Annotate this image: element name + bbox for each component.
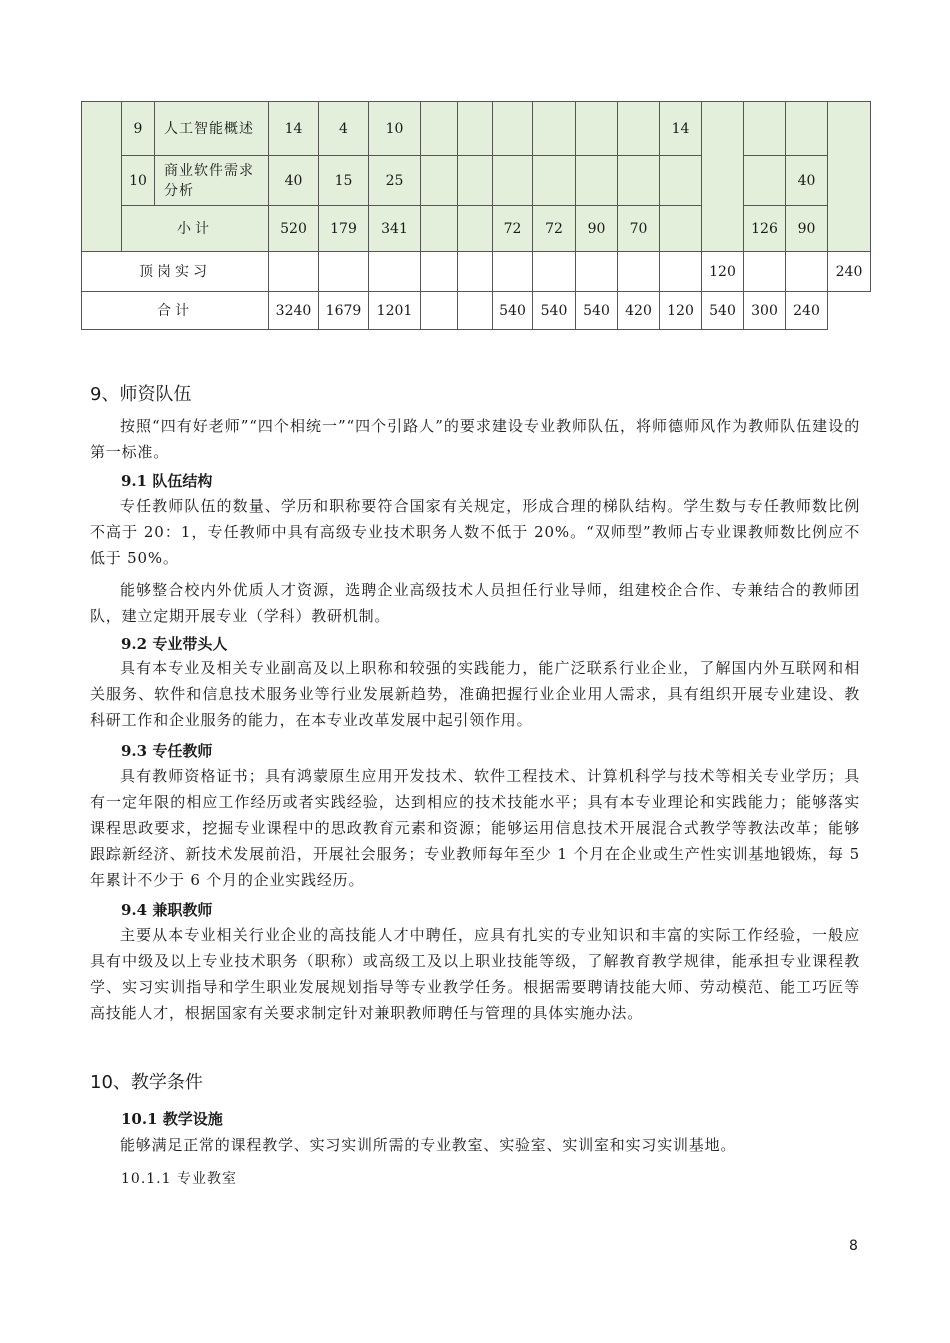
cell: 540 <box>576 292 618 330</box>
cell: 72 <box>493 206 533 252</box>
cell <box>702 102 744 252</box>
category-cell <box>82 102 122 252</box>
theory-hours: 15 <box>319 156 369 206</box>
total-hours: 14 <box>269 102 319 156</box>
cell <box>421 156 458 206</box>
total-row <box>82 292 871 330</box>
cell <box>269 252 319 292</box>
cell <box>493 252 533 292</box>
cell <box>458 252 493 292</box>
cell <box>786 102 828 156</box>
cell <box>618 252 660 292</box>
cell <box>493 102 533 156</box>
cell: 540 <box>533 292 576 330</box>
cell <box>458 156 493 206</box>
cell <box>421 292 458 330</box>
cell <box>744 102 786 156</box>
cell <box>493 156 533 206</box>
cell: 90 <box>576 206 618 252</box>
subsection-heading: 10.1 教学设施 <box>121 1110 223 1128</box>
total-hours: 520 <box>269 206 319 252</box>
cell: 300 <box>744 292 786 330</box>
cell: 126 <box>744 206 786 252</box>
cell: 14 <box>660 102 702 156</box>
paragraph: 主要从本专业相关行业企业的高技能人才中聘任，应具有扎实的专业知识和丰富的实际工作经验，一般应具有中级及以上专业技术职务（职称）或高级工及以上职业技能等级，了解教育教学规律，能承担专业课程教学、实习实训指导和学生职业发展规划指导等专业教学任务。根据需要聘请技能大师、劳动模范、能工巧匠等高技能人才，根据国家有关要求制定针对兼职教师聘任与管理的具体实施办法。 <box>90 926 860 1022</box>
section-heading-10: 10、教学条件 <box>90 1072 203 1093</box>
practice-hours: 341 <box>369 206 421 252</box>
table-row <box>82 156 871 206</box>
cell <box>533 156 576 206</box>
cell: 240 <box>828 252 871 292</box>
cell: 120 <box>660 292 702 330</box>
cell <box>458 292 493 330</box>
total-hours: 40 <box>269 156 319 206</box>
cell <box>533 252 576 292</box>
paragraph: 具有教师资格证书；具有鸿蒙原生应用开发技术、软件工程技术、计算机科学与技术等相关专业学历；具有一定年限的相应工作经历或者实践经验，达到相应的技术技能水平；具有本专业理论和实践能力；能够落实课程思政要求，挖掘专业课程中的思政教育元素和资源；能够运用信息技术开展混合式教学等教法改革；能够跟踪新经济、新技术发展前沿，开展社会服务；专业教师每年至少 1 个月在企业或生产性实训基地锻炼，每 5 年累计不少于 6 个月的企业实践经历。 <box>90 767 860 889</box>
paragraph: 专任教师队伍的数量、学历和职称要符合国家有关规定，形成合理的梯队结构。学生数与专任教师数比例不高于 20：1，专任教师中具有高级专业技术职务人数不低于 20%。“双师型”教师占专业课教师数比例应不低于 50%。 <box>90 497 860 567</box>
paragraph: 能够整合校内外优质人才资源，选聘企业高级技术人员担任行业导师，组建校企合作、专兼结合的教师团队，建立定期开展专业（学科）教研机制。 <box>90 581 860 625</box>
total-label: 合计 <box>82 292 269 330</box>
subsection-heading: 9.4 兼职教师 <box>121 901 213 919</box>
cell <box>744 156 786 206</box>
cell: 120 <box>702 252 744 292</box>
subtotal-label: 小计 <box>122 206 269 252</box>
cell <box>576 102 618 156</box>
cell <box>786 252 828 292</box>
cell <box>421 102 458 156</box>
subsection-heading: 9.2 专业带头人 <box>121 635 228 653</box>
course-no: 9 <box>122 102 155 156</box>
cell <box>533 102 576 156</box>
subsection-heading: 9.1 队伍结构 <box>121 472 213 490</box>
cell: 540 <box>702 292 744 330</box>
cell: 72 <box>533 206 576 252</box>
cell <box>369 252 421 292</box>
cell: 40 <box>786 156 828 206</box>
cell <box>319 252 369 292</box>
theory-hours: 1679 <box>319 292 369 330</box>
practice-hours: 10 <box>369 102 421 156</box>
cell <box>576 156 618 206</box>
course-name: 商业软件需求分析 <box>155 156 269 206</box>
internship-row <box>82 252 871 292</box>
cell <box>458 102 493 156</box>
cell <box>660 206 702 252</box>
table-row <box>82 102 871 156</box>
theory-hours: 4 <box>319 102 369 156</box>
theory-hours: 179 <box>319 206 369 252</box>
cell <box>576 252 618 292</box>
subsubsection-heading: 10.1.1 专业教室 <box>121 1171 237 1187</box>
cell <box>744 252 786 292</box>
total-hours: 3240 <box>269 292 319 330</box>
cell <box>458 206 493 252</box>
page-number: 8 <box>849 1238 858 1254</box>
cell <box>618 102 660 156</box>
paragraph: 按照“四有好老师”“四个相统一”“四个引路人”的要求建设专业教师队伍，将师德师风作为教师队伍建设的第一标准。 <box>90 417 860 461</box>
cell <box>618 156 660 206</box>
course-name: 人工智能概述 <box>155 102 269 156</box>
cell <box>421 206 458 252</box>
paragraph: 能够满足正常的课程教学、实习实训所需的专业教室、实验室、实训室和实习实训基地。 <box>120 1136 737 1154</box>
cell: 70 <box>618 206 660 252</box>
cell: 90 <box>786 206 828 252</box>
cell <box>660 156 702 206</box>
cell: 420 <box>618 292 660 330</box>
course-hours-table <box>81 101 871 330</box>
subtotal-row <box>82 206 871 252</box>
cell: 540 <box>493 292 533 330</box>
course-no: 10 <box>122 156 155 206</box>
section-heading-9: 9、师资队伍 <box>90 384 192 405</box>
cell <box>660 252 702 292</box>
subsection-heading: 9.3 专任教师 <box>121 742 213 760</box>
cell <box>421 252 458 292</box>
internship-label: 顶岗实习 <box>82 252 269 292</box>
paragraph: 具有本专业及相关专业副高及以上职称和较强的实践能力，能广泛联系行业企业，了解国内外互联网和相关服务、软件和信息技术服务业等行业发展新趋势，准确把握行业企业用人需求，具有组织开展专业建设、教科研工作和企业服务的能力，在本专业改革发展中起引领作用。 <box>90 659 860 729</box>
cell: 240 <box>786 292 828 330</box>
practice-hours: 25 <box>369 156 421 206</box>
practice-hours: 1201 <box>369 292 421 330</box>
cell <box>828 102 871 252</box>
